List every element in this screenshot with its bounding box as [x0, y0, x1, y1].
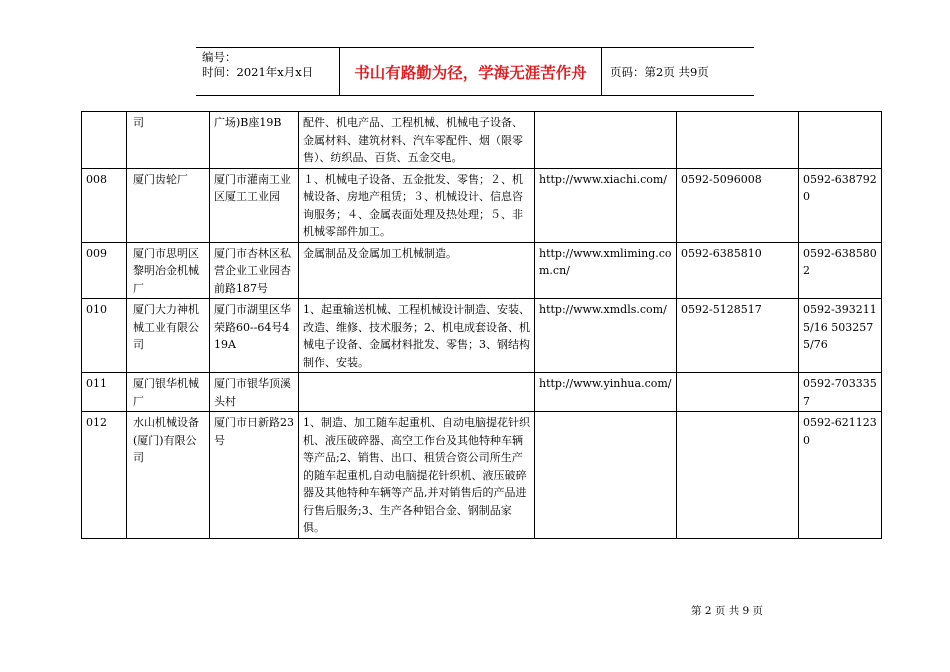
- table-row: [82, 373, 882, 412]
- cell-website[interactable]: http://www.xiachi.com/: [535, 168, 677, 242]
- header-motto: 书山有路勤为径，学海无涯苦作舟: [340, 48, 602, 95]
- page-header: [196, 47, 754, 96]
- cell-id: 010: [82, 299, 127, 373]
- cell-company-name: 司: [127, 112, 210, 169]
- header-meta: [196, 48, 340, 95]
- cell-fax: 0592-6385802: [799, 242, 882, 299]
- table-row: [82, 299, 882, 373]
- cell-fax: 0592-7033357: [799, 373, 882, 412]
- footer-page-number: 第 2 页 共 9 页: [691, 605, 764, 617]
- cell-business-scope: [299, 373, 535, 412]
- cell-address: 厦门市灌南工业区厦工工业园: [210, 168, 299, 242]
- cell-phone: [677, 373, 799, 412]
- cell-fax: 0592-3932115/16 5032575/76: [799, 299, 882, 373]
- cell-website[interactable]: http://www.xmdls.com/: [535, 299, 677, 373]
- cell-fax: [799, 112, 882, 169]
- cell-phone: [677, 412, 799, 539]
- cell-address: 厦门市银华顶溪头村: [210, 373, 299, 412]
- cell-phone: 0592-5096008: [677, 168, 799, 242]
- table-body: [82, 112, 882, 539]
- cell-phone: 0592-5128517: [677, 299, 799, 373]
- cell-id: [82, 112, 127, 169]
- table-row: [82, 412, 882, 539]
- cell-company-name: 厦门银华机械厂: [127, 373, 210, 412]
- cell-id: 008: [82, 168, 127, 242]
- table-row: [82, 242, 882, 299]
- cell-fax: 0592-6211230: [799, 412, 882, 539]
- table-row: [82, 112, 882, 169]
- cell-website[interactable]: http://www.xmliming.com.cn/: [535, 242, 677, 299]
- company-table: [81, 111, 882, 539]
- cell-company-name: 水山机械设备(厦门)有限公司: [127, 412, 210, 539]
- number-label: 编号：: [202, 50, 237, 64]
- cell-address: 广场)B座19B: [210, 112, 299, 169]
- cell-phone: 0592-6385810: [677, 242, 799, 299]
- cell-address: 厦门市日新路23号: [210, 412, 299, 539]
- cell-company-name: 厦门大力神机械工业有限公司: [127, 299, 210, 373]
- cell-website: [535, 412, 677, 539]
- cell-address: 厦门市湖里区华荣路60--64号419A: [210, 299, 299, 373]
- cell-id: 011: [82, 373, 127, 412]
- cell-fax: 0592-6387920: [799, 168, 882, 242]
- cell-business-scope: 配件、机电产品、工程机械、机械电子设备、金属材料、建筑材料、汽车零配件、烟（限零售）、纺织品、百货、五金交电。: [299, 112, 535, 169]
- cell-company-name: 厦门齿轮厂: [127, 168, 210, 242]
- table-row: [82, 168, 882, 242]
- cell-phone: [677, 112, 799, 169]
- cell-business-scope: 1、制造、加工随车起重机、自动电脑提花针织机、液压破碎器、高空工作台及其他特种车辆等产品;2、销售、出口、租赁合资公司所生产的随车起重机,自动电脑提花针织机、液压破碎器及其他特种车辆等产品,并对销售后的产品进行售后服务;3、生产各种铝合金、钢制品家俱。: [299, 412, 535, 539]
- cell-business-scope: 1、起重输送机械、工程机械设计制造、安装、改造、维修、技术服务；2、机电成套设备、机械电子设备、金属材料批发、零售；3、钢结构制作、安装。: [299, 299, 535, 373]
- header-page-label: 页码：第2页 共9页: [610, 64, 709, 79]
- cell-id: 009: [82, 242, 127, 299]
- cell-address: 厦门市杏林区私营企业工业园杏前路187号: [210, 242, 299, 299]
- time-label: 时间：2021年x月x日: [202, 65, 314, 79]
- cell-website: [535, 112, 677, 169]
- cell-id: 012: [82, 412, 127, 539]
- cell-business-scope: 金属制品及金属加工机械制造。: [299, 242, 535, 299]
- cell-company-name: 厦门市思明区黎明冶金机械厂: [127, 242, 210, 299]
- cell-website[interactable]: http://www.yinhua.com/: [535, 373, 677, 412]
- cell-business-scope: １、机械电子设备、五金批发、零售；２、机械设备、房地产租赁；３、机械设计、信息咨询服务；４、金属表面处理及热处理；５、非机械零部件加工。: [299, 168, 535, 242]
